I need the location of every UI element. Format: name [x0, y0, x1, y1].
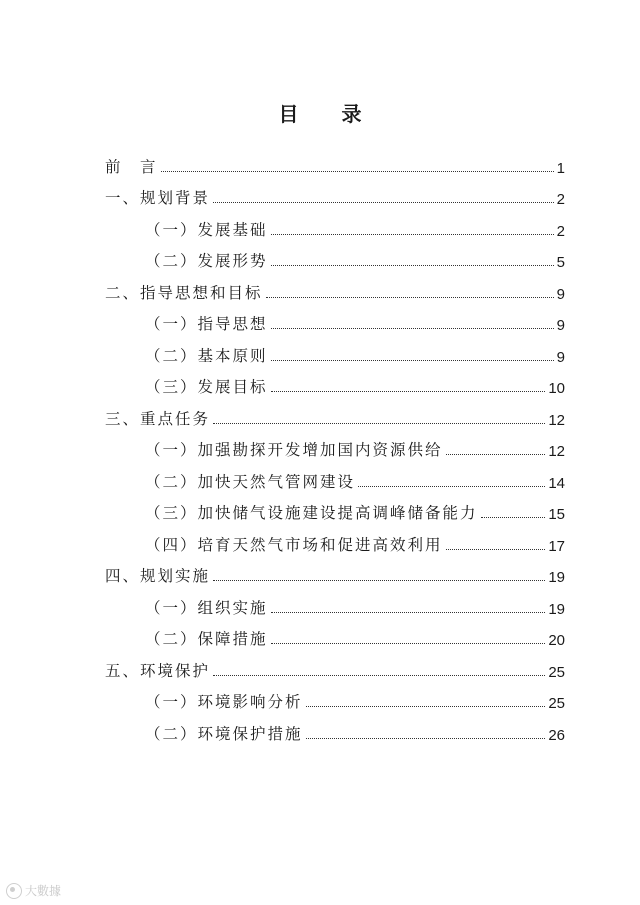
- toc-entry[interactable]: [105, 523, 565, 555]
- toc-entry-page: 20: [548, 632, 565, 649]
- toc-entry[interactable]: [105, 460, 565, 492]
- toc-entry[interactable]: [105, 492, 565, 524]
- toc-entry-label: （一）环境影响分析: [145, 693, 303, 711]
- toc-entry-page: 17: [548, 537, 565, 555]
- toc-entry[interactable]: [105, 177, 565, 209]
- toc-entry-page: 9: [556, 348, 565, 366]
- toc-entry-label: 二、指导思想和目标: [105, 283, 263, 302]
- toc-entry-page: 2: [556, 222, 565, 240]
- toc-entry-page: 14: [548, 474, 565, 492]
- toc-entry-label: （一）加强勘探开发增加国内资源供给: [145, 441, 443, 459]
- toc-entry-label: （二）保障措施: [145, 630, 268, 648]
- dot-leader: [213, 674, 545, 676]
- toc-entry-label: （一）指导思想: [145, 315, 268, 333]
- toc-entry-page: 10: [548, 380, 565, 397]
- toc-entry-label: （三）加快储气设施建设提高调峰储备能力: [145, 504, 478, 522]
- dot-leader: [266, 296, 554, 298]
- dot-leader: [358, 485, 545, 487]
- dot-leader: [271, 390, 546, 392]
- toc-entry[interactable]: [105, 240, 565, 272]
- toc-entry[interactable]: [105, 712, 565, 744]
- toc-entry-page: 26: [548, 726, 565, 744]
- dot-leader: [481, 516, 546, 518]
- toc-entry-label: （二）环境保护措施: [145, 724, 303, 743]
- watermark-text: 大數據: [25, 884, 62, 898]
- toc-entry[interactable]: [105, 145, 565, 177]
- toc-entry[interactable]: [105, 586, 565, 618]
- dot-leader: [213, 422, 545, 424]
- dot-leader: [271, 327, 554, 329]
- toc-entry[interactable]: [105, 555, 565, 587]
- toc-entry-label: （一）发展基础: [145, 220, 268, 239]
- toc-entry-page: 19: [548, 569, 565, 586]
- page-title: 目 录: [278, 102, 380, 126]
- toc-entry-label: （一）组织实施: [145, 598, 268, 617]
- toc-entry-page: 1: [556, 159, 565, 177]
- toc-entry-page: 2: [556, 191, 565, 208]
- camera-icon: [6, 883, 22, 899]
- dot-leader: [271, 359, 554, 361]
- toc-entry[interactable]: [105, 366, 565, 398]
- toc-entry-page: 19: [548, 600, 565, 618]
- toc-entry-page: 12: [548, 443, 565, 460]
- toc-entry-label: 前 言: [105, 157, 158, 176]
- dot-leader: [271, 611, 546, 613]
- toc-entry[interactable]: [105, 208, 565, 240]
- toc-entry-label: （四）培育天然气市场和促进高效利用: [145, 535, 443, 554]
- toc-entry-label: 一、规划背景: [105, 189, 211, 207]
- toc-entry-label: 四、规划实施: [105, 567, 211, 585]
- dot-leader: [306, 737, 546, 739]
- dot-leader: [271, 233, 554, 235]
- dot-leader: [213, 579, 545, 581]
- toc-entry[interactable]: [105, 397, 565, 429]
- toc-entry-page: 12: [548, 411, 565, 429]
- dot-leader: [213, 201, 554, 203]
- toc-entry-label: （三）发展目标: [145, 378, 268, 396]
- watermark: [6, 882, 61, 899]
- toc-entry[interactable]: [105, 681, 565, 713]
- toc-entry-label: 三、重点任务: [105, 409, 211, 428]
- toc-entry-label: （二）加快天然气管网建设: [145, 472, 356, 491]
- dot-leader: [446, 453, 546, 455]
- dot-leader: [306, 705, 546, 707]
- dot-leader: [161, 170, 554, 172]
- toc-entry[interactable]: [105, 303, 565, 335]
- toc-entry-label: （二）发展形势: [145, 252, 268, 270]
- toc-entry[interactable]: [105, 271, 565, 303]
- toc-entry[interactable]: [105, 649, 565, 681]
- dot-leader: [446, 548, 546, 550]
- toc-entry-page: 25: [548, 695, 565, 712]
- toc-entry-page: 9: [556, 317, 565, 334]
- toc-entry-label: 五、环境保护: [105, 661, 211, 680]
- toc-entry-page: 9: [556, 285, 565, 303]
- toc-entry[interactable]: [105, 618, 565, 650]
- toc-entry[interactable]: [105, 429, 565, 461]
- toc-entry-label: （二）基本原则: [145, 346, 268, 365]
- dot-leader: [271, 642, 546, 644]
- toc-entry[interactable]: [105, 334, 565, 366]
- toc-entry-page: 25: [548, 663, 565, 681]
- dot-leader: [271, 264, 554, 266]
- table-of-contents: [105, 145, 565, 744]
- toc-entry-page: 15: [548, 506, 565, 523]
- toc-entry-page: 5: [556, 254, 565, 271]
